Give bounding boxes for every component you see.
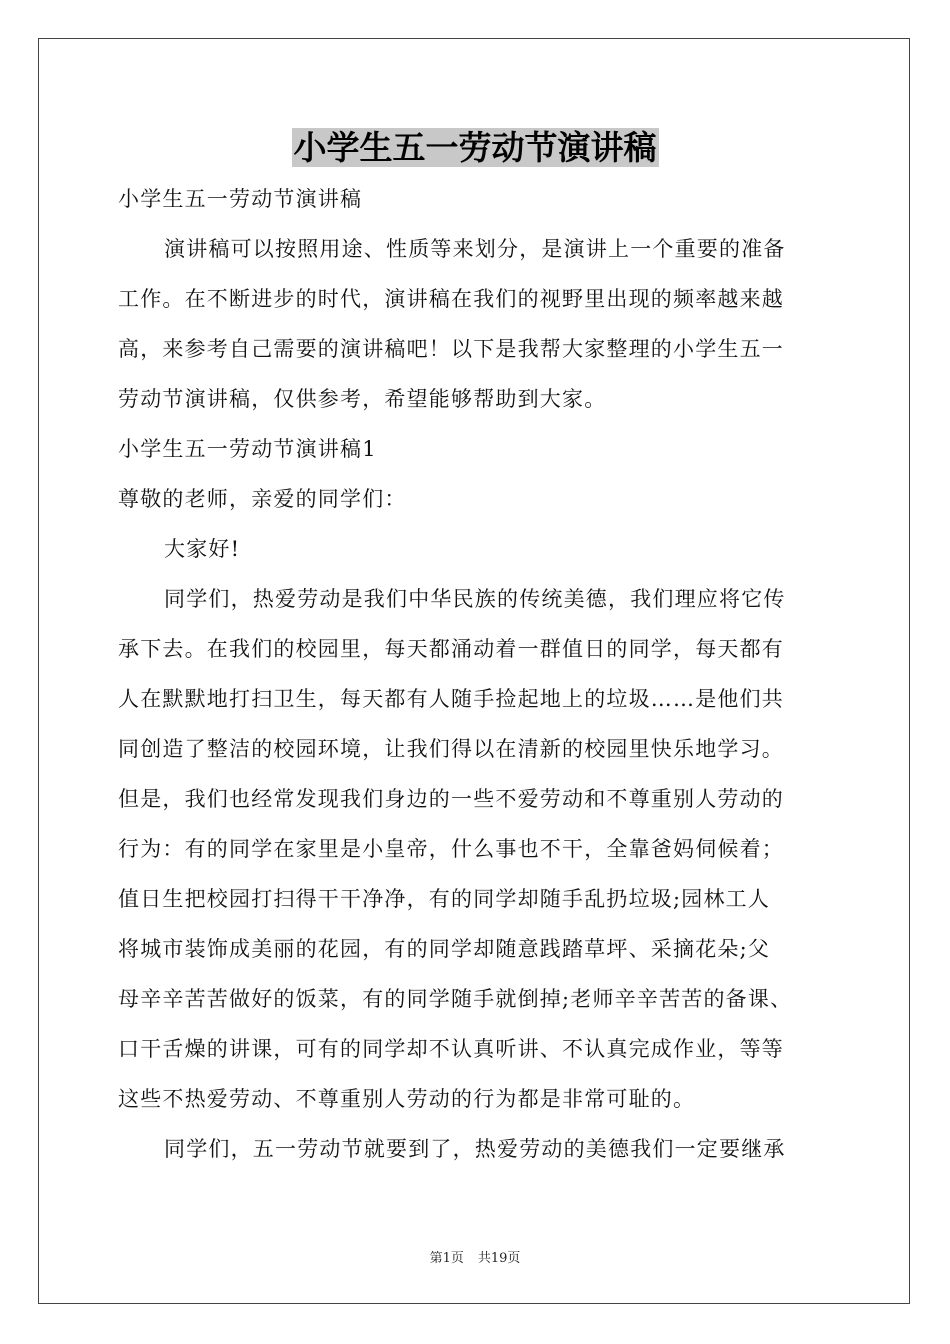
paragraph-line: 这些不热爱劳动、不尊重别人劳动的行为都是非常可耻的。 <box>118 1087 696 1111</box>
page-total: 共19页 <box>477 1251 521 1266</box>
paragraph-line: 人在默默地打扫卫生，每天都有人随手捡起地上的垃圾……是他们共 <box>118 687 784 711</box>
greeting-line: 大家好! <box>164 537 241 561</box>
paragraph-line: 工作。在不断进步的时代，演讲稿在我们的视野里出现的频率越来越 <box>118 287 784 311</box>
paragraph-line: 演讲稿可以按照用途、性质等来划分，是演讲上一个重要的准备 <box>164 237 786 261</box>
section-heading: 小学生五一劳动节演讲稿1 <box>118 437 377 461</box>
paragraph-line: 同学们，热爱劳动是我们中华民族的传统美德，我们理应将它传 <box>164 587 786 611</box>
page-footer <box>0 1247 950 1266</box>
page-border <box>38 38 910 1304</box>
paragraph-line: 口干舌燥的讲课，可有的同学却不认真听讲、不认真完成作业，等等 <box>118 1037 784 1061</box>
page-number: 第1页 <box>429 1251 464 1266</box>
paragraph-line: 将城市装饰成美丽的花园，有的同学却随意践踏草坪、采摘花朵;父 <box>118 937 771 961</box>
paragraph-line: 但是，我们也经常发现我们身边的一些不爱劳动和不尊重别人劳动的 <box>118 787 784 811</box>
salutation-line: 尊敬的老师，亲爱的同学们： <box>118 487 407 511</box>
paragraph-line: 承下去。在我们的校园里，每天都涌动着一群值日的同学，每天都有 <box>118 637 784 661</box>
paragraph-line: 行为：有的同学在家里是小皇帝，什么事也不干，全靠爸妈伺候着； <box>118 837 784 861</box>
document-title: 小学生五一劳动节演讲稿 <box>293 128 657 167</box>
paragraph-line: 值日生把校园打扫得干干净净，有的同学却随手乱扔垃圾;园林工人 <box>118 887 771 911</box>
paragraph-line: 同创造了整洁的校园环境，让我们得以在清新的校园里快乐地学习。 <box>118 737 784 761</box>
paragraph-line: 高，来参考自己需要的演讲稿吧！以下是我帮大家整理的小学生五一 <box>118 337 784 361</box>
paragraph-line: 劳动节演讲稿，仅供参考，希望能够帮助到大家。 <box>118 387 607 411</box>
paragraph-line: 同学们，五一劳动节就要到了，热爱劳动的美德我们一定要继承 <box>164 1137 786 1161</box>
subtitle-line: 小学生五一劳动节演讲稿 <box>118 187 363 211</box>
paragraph-line: 母辛辛苦苦做好的饭菜，有的同学随手就倒掉;老师辛辛苦苦的备课、 <box>118 987 793 1011</box>
